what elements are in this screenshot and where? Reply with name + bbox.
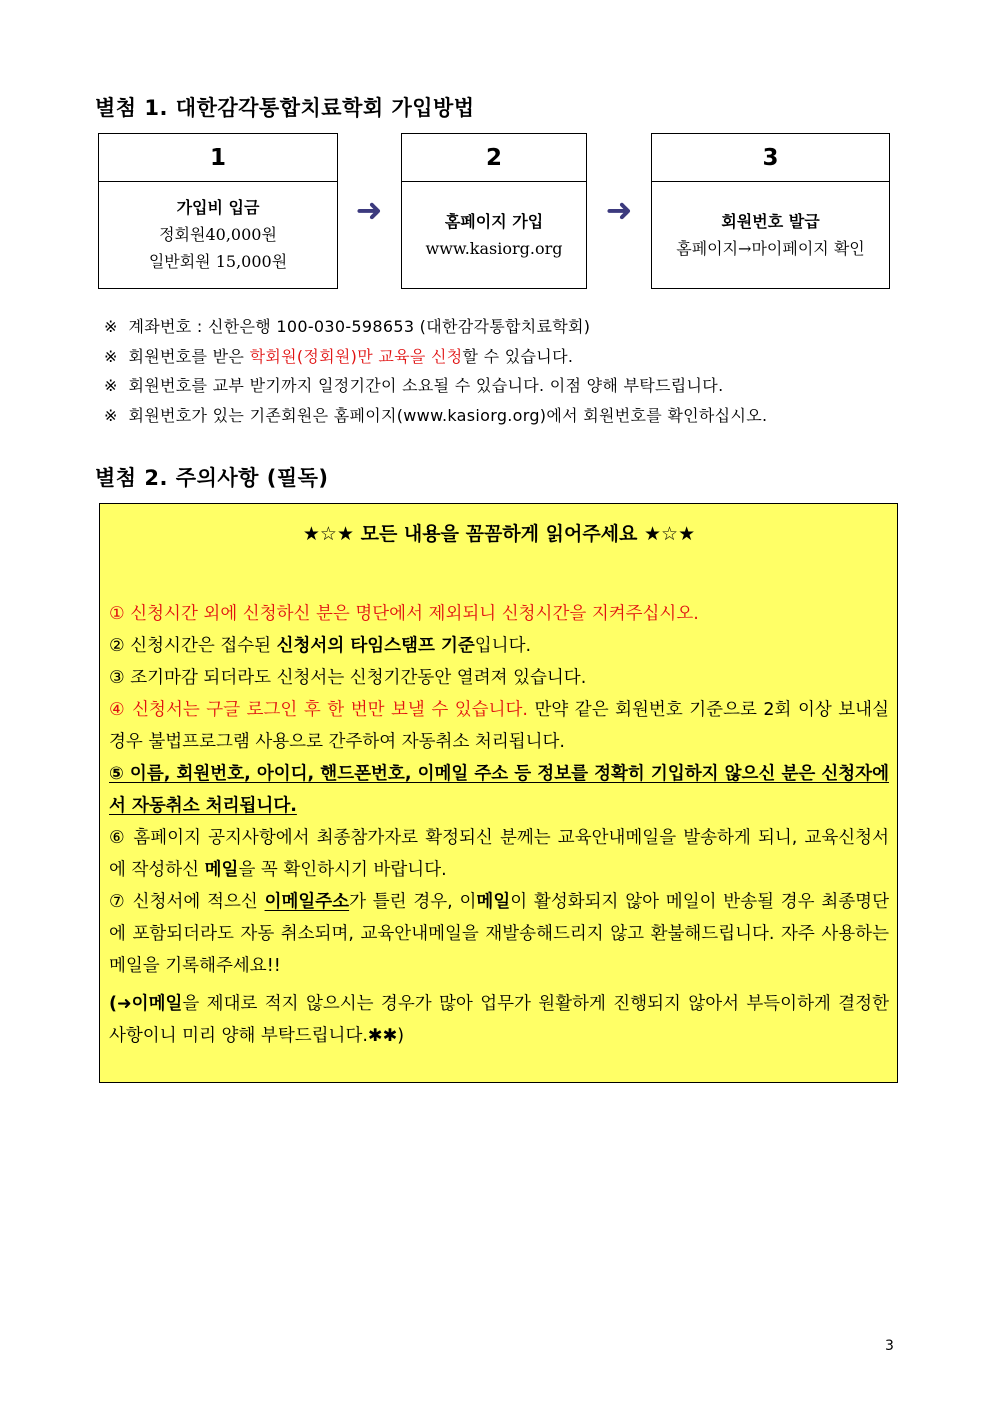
note-text: 계좌번호 : 신한은행 100-030-598653 (대한감각통합치료학회)	[128, 317, 591, 336]
note-line	[104, 342, 904, 372]
note-mark: ※	[104, 317, 118, 336]
step-box-2	[401, 133, 587, 289]
step-line: 정회원40,000원	[159, 225, 277, 244]
step-line: 홈페이지→마이페이지 확인	[676, 238, 865, 258]
notice-item-2	[109, 630, 889, 662]
item-text: 입니다.	[474, 636, 532, 656]
step-title: 회원번호 발급	[721, 211, 820, 231]
notice-item-5: ⑤ 이름, 회원번호, 아이디, 핸드폰번호, 이메일 주소 등 정보를 정확히 기입하지 않으신 분은 신청자에서 자동취소 처리됩니다.	[109, 764, 889, 816]
item-text: 이 활성화되지 않아 메일이 반송될 경우 최종명단에 포함되더라도 자동 취소되며, 교육안내메일을 재발송해드리지 않고 환불해드립니다. 자주 사용하는 메일을 기록해주세요!!	[109, 892, 889, 976]
item-warning: ④ 신청서는 구글 로그인 후 한 번만 보낼 수 있습니다.	[109, 700, 528, 720]
note-line	[104, 371, 904, 401]
note-text: 할 수 있습니다.	[462, 346, 574, 366]
item-emphasis: 메일	[204, 860, 239, 880]
item-emphasis: 이메일	[131, 994, 183, 1014]
item-text: 만약 같은 회원번호 기준으로 2회 이상 보내실 경우 불법프로그램 사용으로 간주하여 자동취소 처리됩니다.	[109, 700, 889, 752]
item-text: 가 틀린 경우, 이	[349, 892, 477, 912]
item-text: 을 제대로 적지 않으시는 경우가 많아 업무가 원활하게 진행되지 않아서 부득이하게 결정한 사항이니 미리 양해 부탁드립니다.	[109, 994, 889, 1046]
step-number: 3	[652, 134, 889, 182]
step-title: 가입비 입금	[176, 198, 260, 217]
item-emphasis: 이메일주소	[264, 892, 350, 912]
notice-item-1: ① 신청시간 외에 신청하신 분은 명단에서 제외되니 신청시간을 지켜주십시오.	[109, 604, 699, 624]
note-highlight: 학회원(정회원)만 교육을 신청	[249, 346, 463, 366]
step-line: www.kasiorg.org	[425, 238, 563, 258]
notice-item-7	[109, 886, 889, 982]
section2-heading: 별첨 2. 주의사항 (필독)	[95, 466, 329, 490]
notice-item-4	[109, 694, 889, 758]
item-text: 을 꼭 확인하시기 바랍니다.	[238, 860, 447, 880]
item-text: ⑥ 홈페이지 공지사항에서 최종참가자로 확정되신 분께는 교육안내메일을 발송하게 되니, 교육신청서에 작성하신	[109, 828, 889, 880]
step-number: 2	[402, 134, 586, 182]
note-line	[104, 312, 904, 342]
note-mark: ※	[104, 405, 118, 425]
arrow-right-icon: ➜	[355, 191, 383, 229]
step-box-1	[98, 133, 338, 289]
item-emphasis: 메일	[476, 892, 511, 912]
item-text: ⑦ 신청서에 적으신	[109, 892, 265, 912]
note-text: 회원번호를 교부 받기까지 일정기간이 소요될 수 있습니다. 이점 양해 부탁드립니다.	[128, 376, 724, 395]
note-text: 회원번호를 받은	[128, 346, 250, 366]
item-emphasis: (➜	[109, 994, 132, 1014]
notice-list	[109, 598, 889, 1052]
step-number: 1	[99, 134, 337, 182]
item-emphasis: 신청서의 타임스탬프 기준	[276, 636, 475, 656]
item-text: ② 신청시간은 접수된	[109, 636, 277, 656]
notice-item-3: ③ 조기마감 되더라도 신청서는 신청기간동안 열려져 있습니다.	[109, 668, 587, 688]
notice-box	[99, 503, 898, 1083]
item-text: )	[397, 1026, 405, 1046]
notice-item-6	[109, 822, 889, 886]
page-number: 3	[885, 1338, 894, 1354]
notice-title: ★☆★ 모든 내용을 꼼꼼하게 읽어주세요 ★☆★	[302, 523, 696, 545]
note-mark: ※	[104, 346, 118, 366]
step-title: 홈페이지 가입	[444, 211, 544, 231]
step-line: 일반회원 15,000원	[148, 252, 288, 271]
notice-item-8	[109, 988, 889, 1052]
note-text: 회원번호가 있는 기존회원은 홈페이지(www.kasiorg.org)에서 회원번호를 확인하십시오.	[128, 405, 768, 425]
membership-notes	[104, 312, 904, 430]
asterisk-icon: ✱✱	[367, 1026, 398, 1046]
note-mark: ※	[104, 376, 118, 395]
note-line	[104, 401, 904, 431]
section1-heading: 별첨 1. 대한감각통합치료학회 가입방법	[95, 96, 475, 120]
arrow-right-icon: ➜	[605, 191, 633, 229]
step-box-3	[651, 133, 890, 289]
